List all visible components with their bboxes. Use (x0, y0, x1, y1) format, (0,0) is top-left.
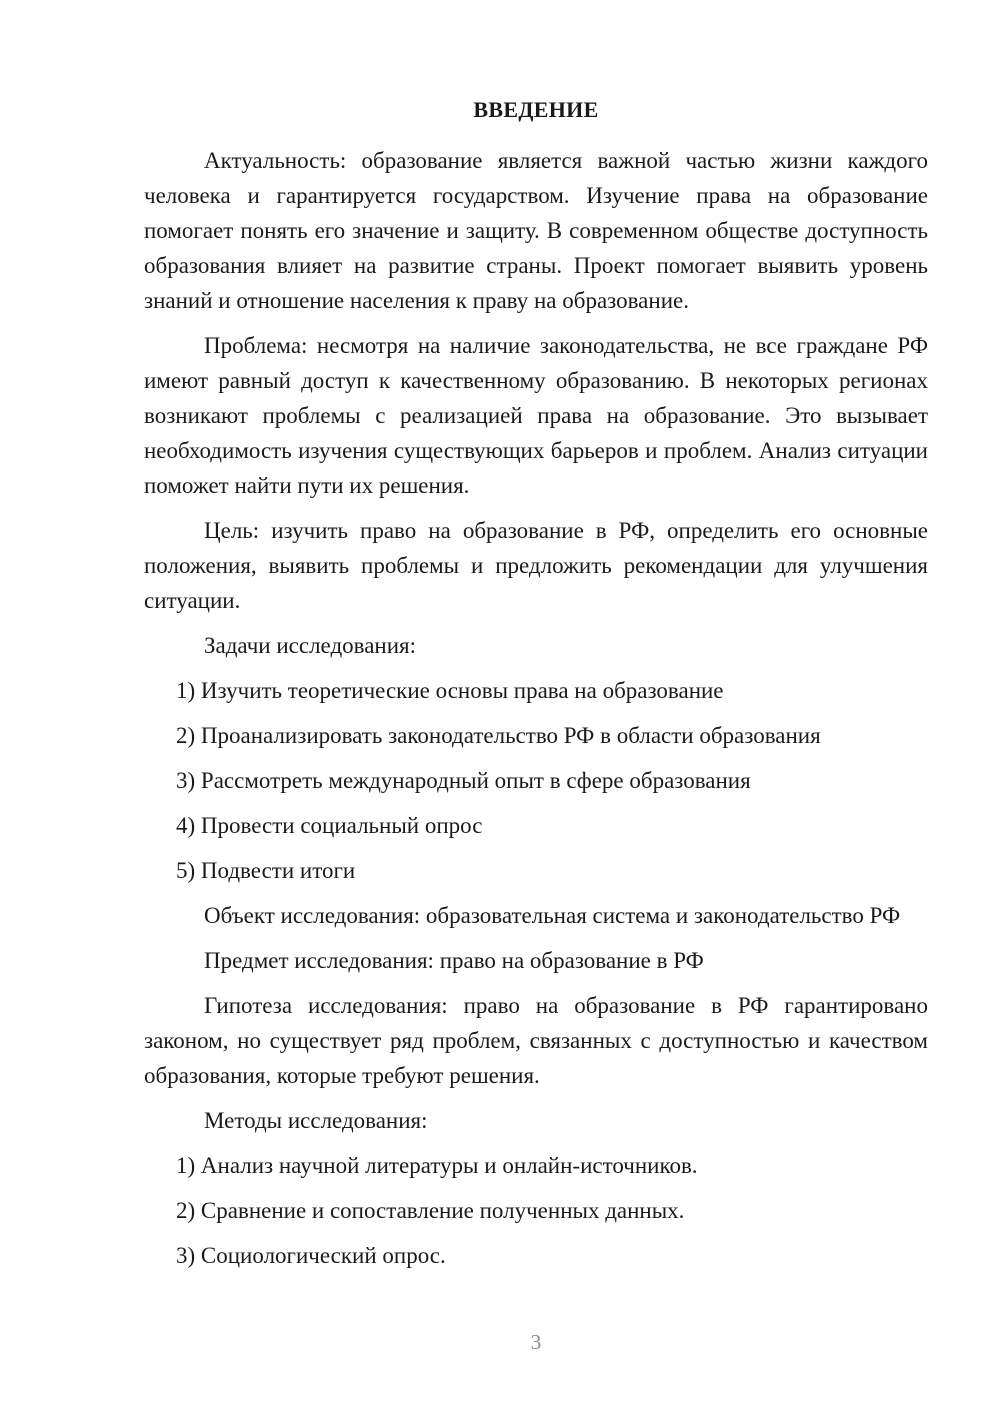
tasks-heading: Задачи исследования: (204, 633, 417, 658)
hypothesis-paragraph: Гипотеза исследования: право на образование в РФ гарантировано законом, но существует ряд проблем, связанных с доступностью и качеством образования, которые требуют решения. (144, 993, 928, 1088)
task-item-2: 2) Проанализировать законодательство РФ в области образования (176, 723, 821, 748)
relevance-paragraph: Актуальность: образование является важной частью жизни каждого человека и гарантируется государством. Изучение права на образование помогает понять его значение и защиту. В современном обществе доступность образования влияет на развитие страны. Проект помогает выявить уровень знаний и отношение населения к праву на образование. (144, 148, 928, 313)
method-item-2: 2) Сравнение и сопоставление полученных данных. (176, 1198, 685, 1223)
method-item-3: 3) Социологический опрос. (176, 1243, 446, 1268)
subject-paragraph: Предмет исследования: право на образование в РФ (204, 948, 704, 973)
problem-paragraph: Проблема: несмотря на наличие законодательства, не все граждане РФ имеют равный доступ к качественному образованию. В некоторых регионах возникают проблемы с реализацией права на образование. Это вызывает необходимость изучения существующих барьеров и проблем. Анализ ситуации поможет найти пути их решения. (144, 333, 928, 498)
page-title: ВВЕДЕНИЕ (473, 97, 599, 122)
task-item-1: 1) Изучить теоретические основы права на образование (176, 678, 724, 703)
method-item-1: 1) Анализ научной литературы и онлайн-источников. (176, 1153, 698, 1178)
page-number: 3 (530, 1330, 542, 1354)
methods-heading: Методы исследования: (204, 1108, 428, 1133)
object-paragraph: Объект исследования: образовательная система и законодательство РФ (204, 903, 901, 928)
page-content (144, 95, 928, 1283)
task-item-4: 4) Провести социальный опрос (176, 813, 483, 838)
task-item-5: 5) Подвести итоги (176, 858, 356, 883)
task-item-3: 3) Рассмотреть международный опыт в сфере образования (176, 768, 751, 793)
goal-paragraph: Цель: изучить право на образование в РФ, определить его основные положения, выявить проблемы и предложить рекомендации для улучшения ситуации. (144, 518, 928, 613)
